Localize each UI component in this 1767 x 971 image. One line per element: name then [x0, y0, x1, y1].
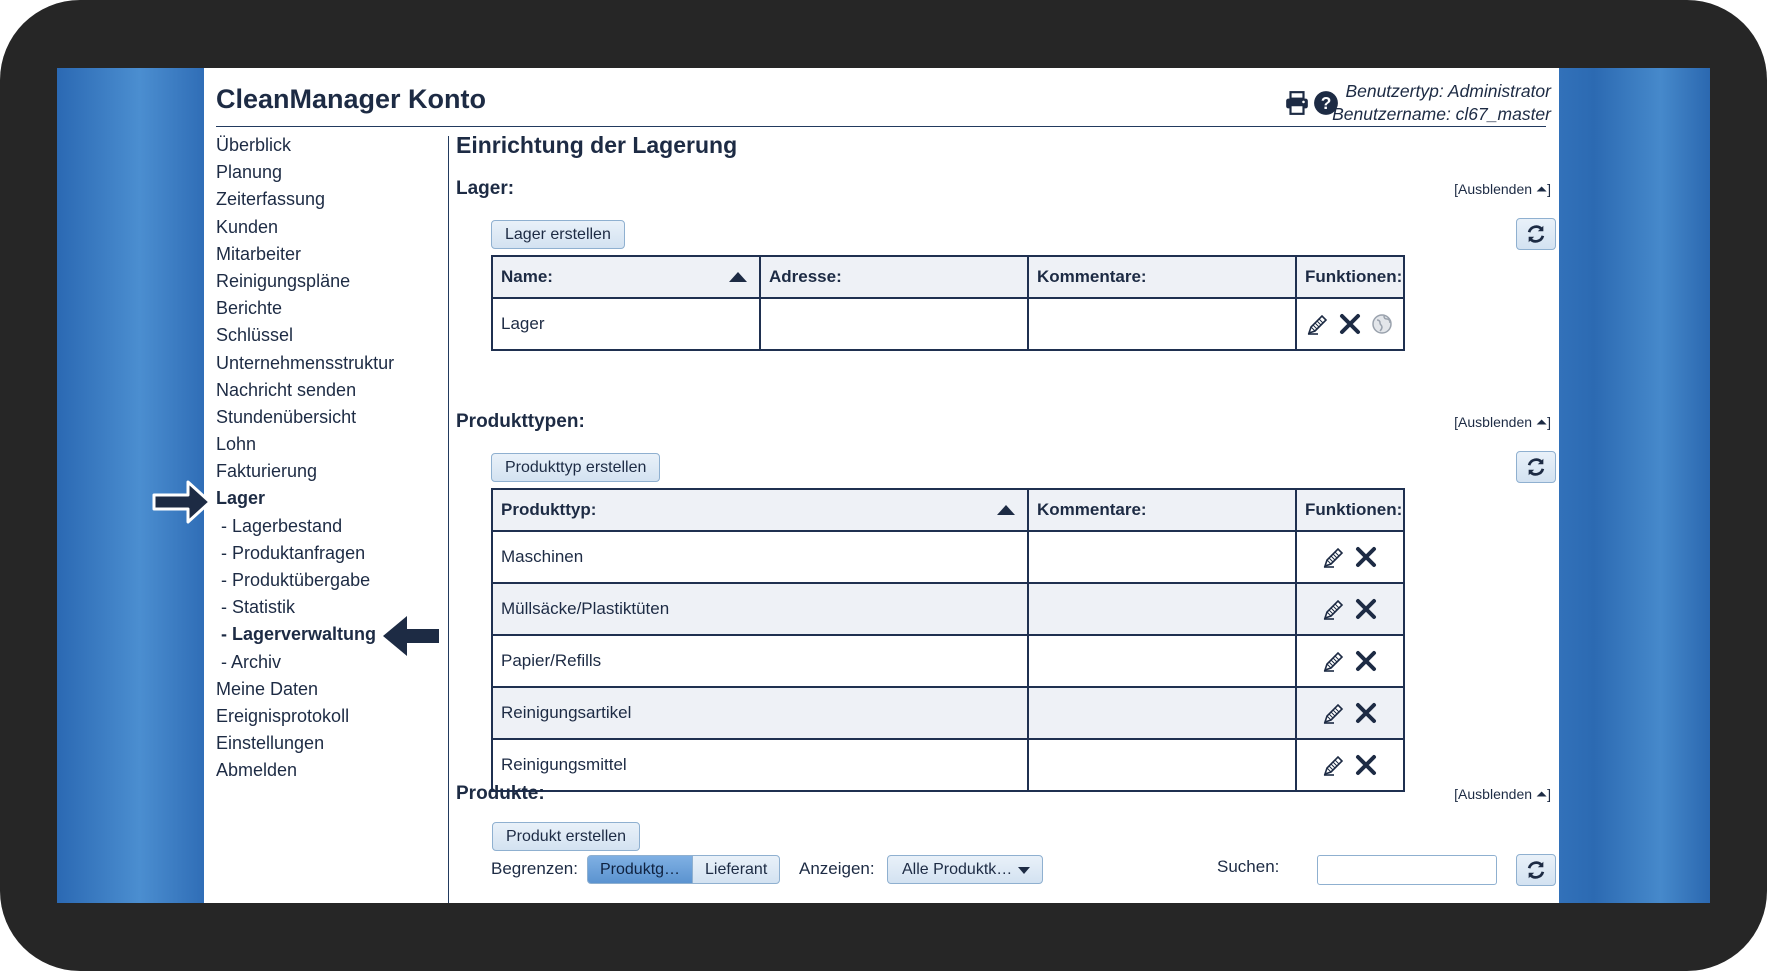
arrow-left-icon: [381, 614, 441, 658]
column-header-funktionen: Funktionen:: [1296, 489, 1404, 531]
globe-icon[interactable]: [1370, 312, 1394, 336]
table-row: [492, 739, 1404, 791]
sidebar-item-meine-daten[interactable]: Meine Daten: [216, 678, 319, 699]
hide-produkte-label: [Ausblenden: [1454, 786, 1533, 802]
produkttyp-functions-cell: [1296, 531, 1404, 583]
produkttyp-functions-cell: [1296, 583, 1404, 635]
show-label: Anzeigen:: [799, 859, 875, 878]
column-header-kommentare: Kommentare:: [1028, 489, 1296, 531]
delete-x-icon[interactable]: [1354, 701, 1378, 725]
hide-produkttypen-link[interactable]: [1454, 414, 1551, 431]
sidebar-nav: [216, 132, 446, 785]
caret-up-icon: ⏶]: [1535, 786, 1551, 802]
lager-name-cell: Lager: [492, 298, 760, 350]
produkttyp-name-cell: Papier/Refills: [492, 635, 1028, 687]
lager-address-cell: [760, 298, 1028, 350]
sidebar-item-stundenuebersicht[interactable]: Stundenübersicht: [216, 406, 357, 427]
produkttypen-table-header: [492, 489, 1404, 531]
table-row: [492, 635, 1404, 687]
search-input[interactable]: [1317, 855, 1497, 885]
sidebar-item-ueberblick[interactable]: Überblick: [216, 135, 292, 155]
edit-pencil-icon[interactable]: [1322, 597, 1346, 621]
sidebar-item-unternehmensstruktur[interactable]: Unternehmensstruktur: [216, 352, 395, 373]
sidebar-item-zeiterfassung[interactable]: Zeiterfassung: [216, 189, 326, 210]
app-title: CleanManager Konto: [216, 84, 487, 114]
column-header-name-label: Name:: [501, 267, 553, 286]
column-header-adresse: Adresse:: [760, 256, 1028, 298]
refresh-icon: [1525, 456, 1547, 478]
limit-label: Begrenzen:: [491, 859, 578, 878]
produkttyp-functions-cell: [1296, 687, 1404, 739]
delete-x-icon[interactable]: [1354, 649, 1378, 673]
edit-pencil-icon[interactable]: [1322, 753, 1346, 777]
chevron-down-icon: [1018, 867, 1030, 874]
produkttyp-name-cell: Müllsäcke/Plastiktüten: [492, 583, 1028, 635]
sidebar-item-planung[interactable]: Planung: [216, 162, 283, 183]
produkttyp-name-cell: Reinigungsartikel: [492, 687, 1028, 739]
user-type: Benutzertyp: Administrator: [1345, 81, 1551, 101]
delete-x-icon[interactable]: [1354, 545, 1378, 569]
limit-option-lieferant[interactable]: Lieferant: [692, 855, 780, 884]
refresh-produkttypen-button[interactable]: [1516, 451, 1556, 483]
sidebar-item-einstellungen[interactable]: Einstellungen: [216, 733, 325, 754]
refresh-icon: [1525, 223, 1547, 245]
create-produkt-button[interactable]: Produkt erstellen: [492, 822, 640, 851]
app-page: [204, 68, 1559, 903]
produkttypen-table: [491, 488, 1405, 792]
sidebar-divider: [448, 136, 449, 903]
sidebar-subitem-produktuebergabe[interactable]: - Produktübergabe: [221, 570, 371, 590]
user-name: Benutzername: cl67_master: [1332, 104, 1551, 124]
main-content: [456, 128, 1551, 903]
limit-option-produktgruppe[interactable]: Produktg…: [587, 855, 693, 884]
caret-up-icon: ⏶]: [1535, 414, 1551, 430]
hide-lager-link[interactable]: [1454, 181, 1551, 198]
sidebar-item-abmelden[interactable]: Abmelden: [216, 760, 298, 781]
printer-icon[interactable]: [1284, 90, 1310, 116]
search-label: Suchen:: [1217, 857, 1280, 876]
sort-ascending-icon[interactable]: [729, 272, 747, 282]
delete-x-icon[interactable]: [1354, 753, 1378, 777]
produkttyp-comment-cell: [1028, 739, 1296, 791]
sidebar-subitem-statistik[interactable]: - Statistik: [221, 597, 296, 618]
arrow-right-icon: [152, 479, 214, 525]
column-header-produkttyp[interactable]: [492, 489, 1028, 531]
page-title: Einrichtung der Lagerung: [456, 132, 738, 158]
produkte-filter-bar: [491, 855, 1551, 885]
lager-table: [491, 255, 1405, 351]
section-title-produkttypen: Produkttypen:: [456, 411, 585, 432]
sidebar-item-fakturierung[interactable]: Fakturierung: [216, 461, 318, 482]
edit-pencil-icon[interactable]: [1322, 701, 1346, 725]
svg-text:?: ?: [1320, 92, 1332, 113]
section-title-produkte: Produkte:: [456, 783, 545, 804]
produkttyp-comment-cell: [1028, 531, 1296, 583]
refresh-icon: [1525, 859, 1547, 881]
produkttyp-comment-cell: [1028, 687, 1296, 739]
produkttyp-functions-cell: [1296, 739, 1404, 791]
hide-lager-label: [Ausblenden: [1454, 181, 1533, 197]
refresh-lager-button[interactable]: [1516, 218, 1556, 250]
header-divider: [216, 126, 1546, 127]
delete-x-icon[interactable]: [1338, 312, 1362, 336]
sidebar-item-reinigungsplaene[interactable]: Reinigungspläne: [216, 270, 351, 291]
table-row: [492, 531, 1404, 583]
sidebar-item-berichte[interactable]: Berichte: [216, 298, 283, 319]
table-row: [492, 298, 1404, 350]
lager-table-header: [492, 256, 1404, 298]
create-lager-button[interactable]: Lager erstellen: [491, 220, 625, 249]
table-row: [492, 687, 1404, 739]
produkttyp-name-cell: Reinigungsmittel: [492, 739, 1028, 791]
column-header-kommentare: Kommentare:: [1028, 256, 1296, 298]
sidebar-subitem-archiv[interactable]: - Archiv: [221, 651, 282, 672]
sort-ascending-icon[interactable]: [997, 505, 1015, 515]
refresh-produkte-button[interactable]: [1516, 854, 1556, 886]
lager-functions-cell: [1296, 298, 1404, 350]
table-row: [492, 583, 1404, 635]
sidebar-item-schluessel[interactable]: Schlüssel: [216, 325, 294, 346]
hide-produkttypen-label: [Ausblenden: [1454, 414, 1533, 430]
sidebar-item-kunden[interactable]: Kunden: [216, 216, 279, 237]
produkttyp-comment-cell: [1028, 635, 1296, 687]
produkttyp-comment-cell: [1028, 583, 1296, 635]
delete-x-icon[interactable]: [1354, 597, 1378, 621]
sidebar-item-ereignisprotokoll[interactable]: Ereignisprotokoll: [216, 705, 350, 726]
sidebar-subitem-produktanfragen[interactable]: - Produktanfragen: [221, 542, 366, 563]
column-header-name[interactable]: [492, 256, 760, 298]
sidebar-item-mitarbeiter[interactable]: Mitarbeiter: [216, 243, 302, 264]
show-select[interactable]: [887, 855, 1043, 884]
hide-produkte-link[interactable]: [1454, 786, 1551, 803]
produkttyp-name-cell: Maschinen: [492, 531, 1028, 583]
caret-up-icon: ⏶]: [1535, 181, 1551, 197]
column-header-produkttyp-label: Produkttyp:: [501, 500, 597, 519]
sidebar-subitem-lagerverwaltung[interactable]: - Lagerverwaltung: [221, 624, 377, 645]
lager-comment-cell: [1028, 298, 1296, 350]
sidebar-item-nachricht-senden[interactable]: Nachricht senden: [216, 379, 357, 400]
sidebar-subitem-lagerbestand[interactable]: - Lagerbestand: [221, 515, 343, 536]
show-select-value: Alle Produktk…: [902, 861, 1013, 878]
create-produkttyp-button[interactable]: Produkttyp erstellen: [491, 453, 660, 482]
user-info: [1332, 80, 1551, 126]
produkttyp-functions-cell: [1296, 635, 1404, 687]
section-title-lager: Lager:: [456, 178, 515, 199]
edit-pencil-icon[interactable]: [1322, 545, 1346, 569]
sidebar-item-lohn[interactable]: Lohn: [216, 434, 257, 455]
desktop-background: [57, 68, 1710, 903]
column-header-funktionen: Funktionen:: [1296, 256, 1404, 298]
edit-pencil-icon[interactable]: [1322, 649, 1346, 673]
edit-pencil-icon[interactable]: [1306, 312, 1330, 336]
sidebar-item-lager[interactable]: Lager: [216, 488, 266, 509]
